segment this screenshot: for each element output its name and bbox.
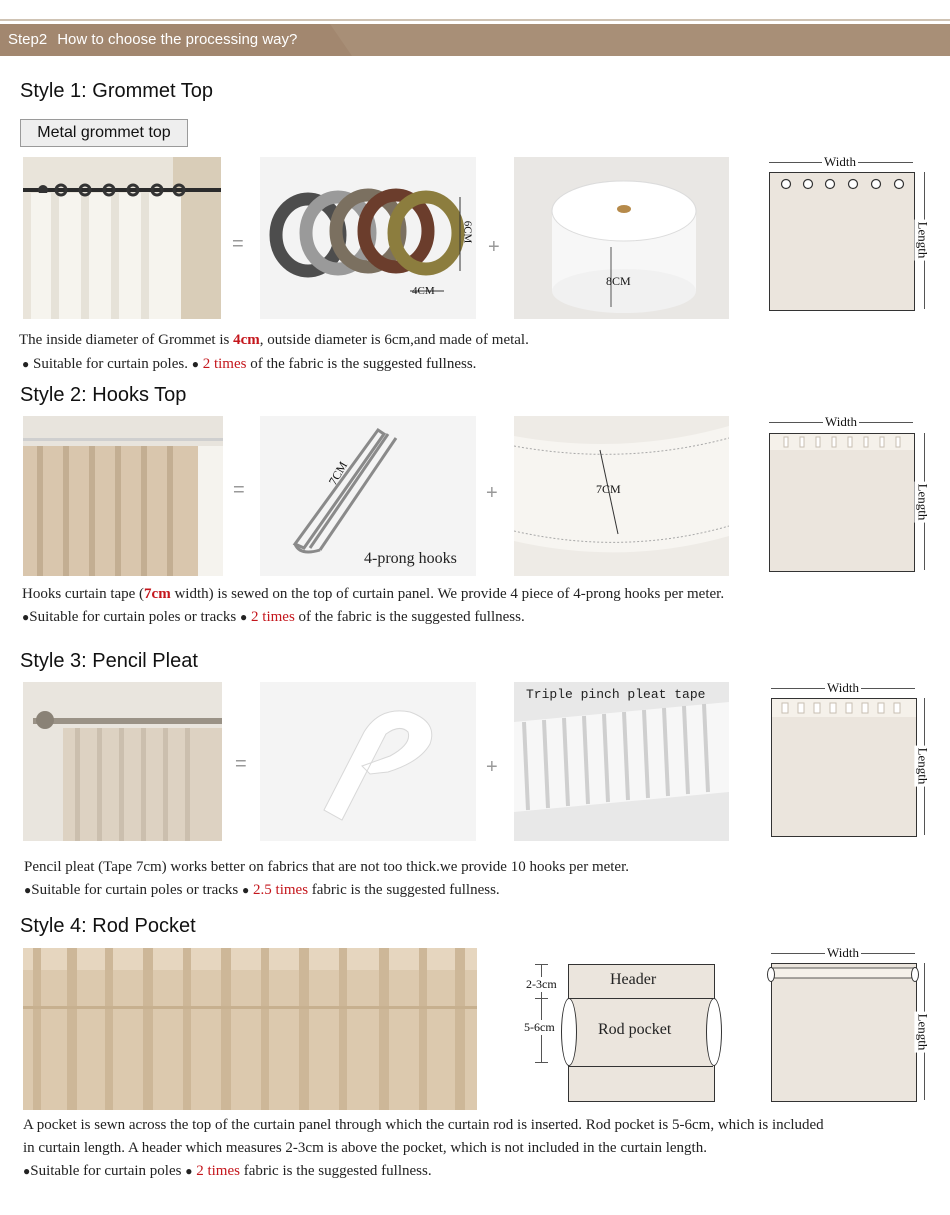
pocket-dim: 5-6cm [524,1020,555,1034]
header-dim: 2-3cm [526,977,557,991]
style2-plus: + [486,482,498,504]
grommet-length-label: Length [915,221,931,259]
grommet-width-label: Width [824,154,856,169]
dim-tick [535,998,548,999]
grommet-inner-dim: 4CM [412,285,435,297]
style3-desc2-rest: fabric is the suggested fullness. [308,882,500,898]
pleat-width-label: Width [827,680,859,695]
hooks-tape-marks [770,434,914,454]
tape-dim-8cm: 8CM [606,274,631,288]
style4-desc2: in curtain length. A header which measures 2-3cm is above the pocket, which is not included in the curtain length. [23,1140,707,1156]
pleat-hook-image [260,682,476,841]
style1-equals: = [232,233,244,255]
rod-pocket-band [772,964,916,984]
style1-title [20,80,213,103]
hooks-tape-dim: 7CM [596,482,621,496]
style3-name: Pencil Pleat [92,650,198,672]
grommet-outer-dim: 6CM [461,220,474,244]
dim-tick [535,964,548,965]
style3-desc1: Pencil pleat (Tape 7cm) works better on fabrics that are not too thick.we provide 10 hooks per meter. [24,859,630,875]
bullet-icon: ● [185,1164,193,1178]
rod-pocket-photo [23,948,477,1110]
style4-name: Rod Pocket [92,915,196,937]
hooks-tape-image [514,416,729,576]
style4-desc1: A pocket is sewn across the top of the curtain panel through which the curtain rod is inserted. Rod pocket is 5-6cm, which is included [23,1117,824,1133]
pleat-length-label: Length [915,747,931,785]
bullet-icon: ● [22,610,30,624]
bullet-icon: ● [240,610,248,624]
header-divider [568,998,713,999]
style3-title [20,650,198,673]
style1-desc1 [19,332,529,349]
hooks-tape-photo [514,416,729,576]
style4-title [20,915,196,938]
style3-desc2-text: Suitable for curtain poles or tracks [31,882,239,898]
style2-desc1-highlight: 7cm [144,586,171,602]
style3-desc2 [24,882,500,899]
grommet-tape-photo [514,157,729,319]
bullet-icon: ● [24,883,32,897]
step-label: Step2 [8,31,48,48]
hooks-width-label: Width [825,414,857,429]
rod-left-end [561,998,577,1066]
pocket-divider [568,1066,713,1067]
style4-desc3-text: Suitable for curtain poles [30,1163,182,1179]
grommet-diagram [769,172,915,311]
style1-plus: + [488,236,500,258]
pleat-tape-image [514,682,729,841]
hooks-curtain-image [23,416,223,576]
style1-desc2-highlight: 2 times [202,356,247,372]
style1-prefix: Style 1: [20,80,87,102]
hooks-diagram [769,433,915,572]
style1-desc2-text: Suitable for curtain poles. [33,356,188,372]
pencil-curtain-image [23,682,222,841]
style2-desc1-text: Hooks curtain tape ( [22,586,145,602]
rod-end-left-icon [767,967,775,982]
style2-name: Hooks Top [92,384,187,406]
rod-pocket-diagram [771,963,917,1102]
style2-desc1 [22,586,724,603]
rod-pocket-image [23,948,477,1110]
step-banner-text [8,31,297,48]
style2-desc2 [22,609,525,626]
pleat-tape-label: Triple pinch pleat tape [526,687,706,702]
style3-prefix: Style 3: [20,650,87,672]
style2-equals: = [233,479,245,501]
style4-prefix: Style 4: [20,915,87,937]
grommet-curtain-photo [23,157,221,319]
style2-desc2-text: Suitable for curtain poles or tracks [29,609,237,625]
grommet-rings-photo [260,157,476,319]
style2-desc2-rest: of the fabric is the suggested fullness. [294,609,525,625]
style1-desc1-highlight: 4cm [233,332,260,348]
style4-desc3 [23,1163,432,1180]
style2-desc1-rest: width) is sewed on the top of curtain panel. We provide 4 piece of 4-prong hooks per meter. [170,586,725,602]
hook-label: 4-prong hooks [364,550,457,567]
grommet-curtain-image [23,157,221,319]
rod-pocket-label: Rod pocket [598,1021,672,1038]
hooks-length-label: Length [915,483,931,521]
style2-desc2-highlight: 2 times [251,609,295,625]
style3-desc2-highlight: 2.5 times [253,882,309,898]
style1-desc1-text: The inside diameter of Grommet is [19,332,234,348]
style1-desc2 [22,356,476,373]
pencil-curtain-photo [23,682,222,841]
style1-desc1-rest: , outside diameter is 6cm,and made of metal. [259,332,529,348]
style1-tag: Metal grommet top [20,119,188,147]
bullet-icon: ● [23,1164,31,1178]
style1-desc2-rest: of the fabric is the suggested fullness. [246,356,477,372]
pleat-hook-photo [260,682,476,841]
hook-dim: 7CM [325,459,351,488]
style1-name: Grommet Top [92,80,214,102]
style3-equals: = [235,753,247,775]
step-question: How to choose the processing way? [57,31,298,48]
pleat-tape-marks [772,699,916,719]
bullet-icon: ● [22,357,30,371]
header-label: Header [610,971,657,988]
grommet-rings-image [260,157,476,319]
style4-desc3-highlight: 2 times [196,1163,240,1179]
tape-roll-image [514,157,729,319]
hooks-curtain-photo [23,416,223,576]
pleat-diagram [771,698,917,837]
rod-width-label: Width [827,945,859,960]
style2-title [20,384,186,407]
pleat-tape-photo [514,682,729,841]
dim-tick [535,1062,548,1063]
rod-end-right-icon [911,967,919,982]
grommet-holes [770,173,914,203]
bullet-icon: ● [242,883,250,897]
style3-plus: + [486,756,498,778]
banner-top-line [0,19,950,21]
rod-right-end [706,998,722,1066]
rod-length-label: Length [915,1013,931,1051]
style2-prefix: Style 2: [20,384,87,406]
style4-desc3-rest: fabric is the suggested fullness. [239,1163,432,1179]
bullet-icon: ● [191,357,199,371]
